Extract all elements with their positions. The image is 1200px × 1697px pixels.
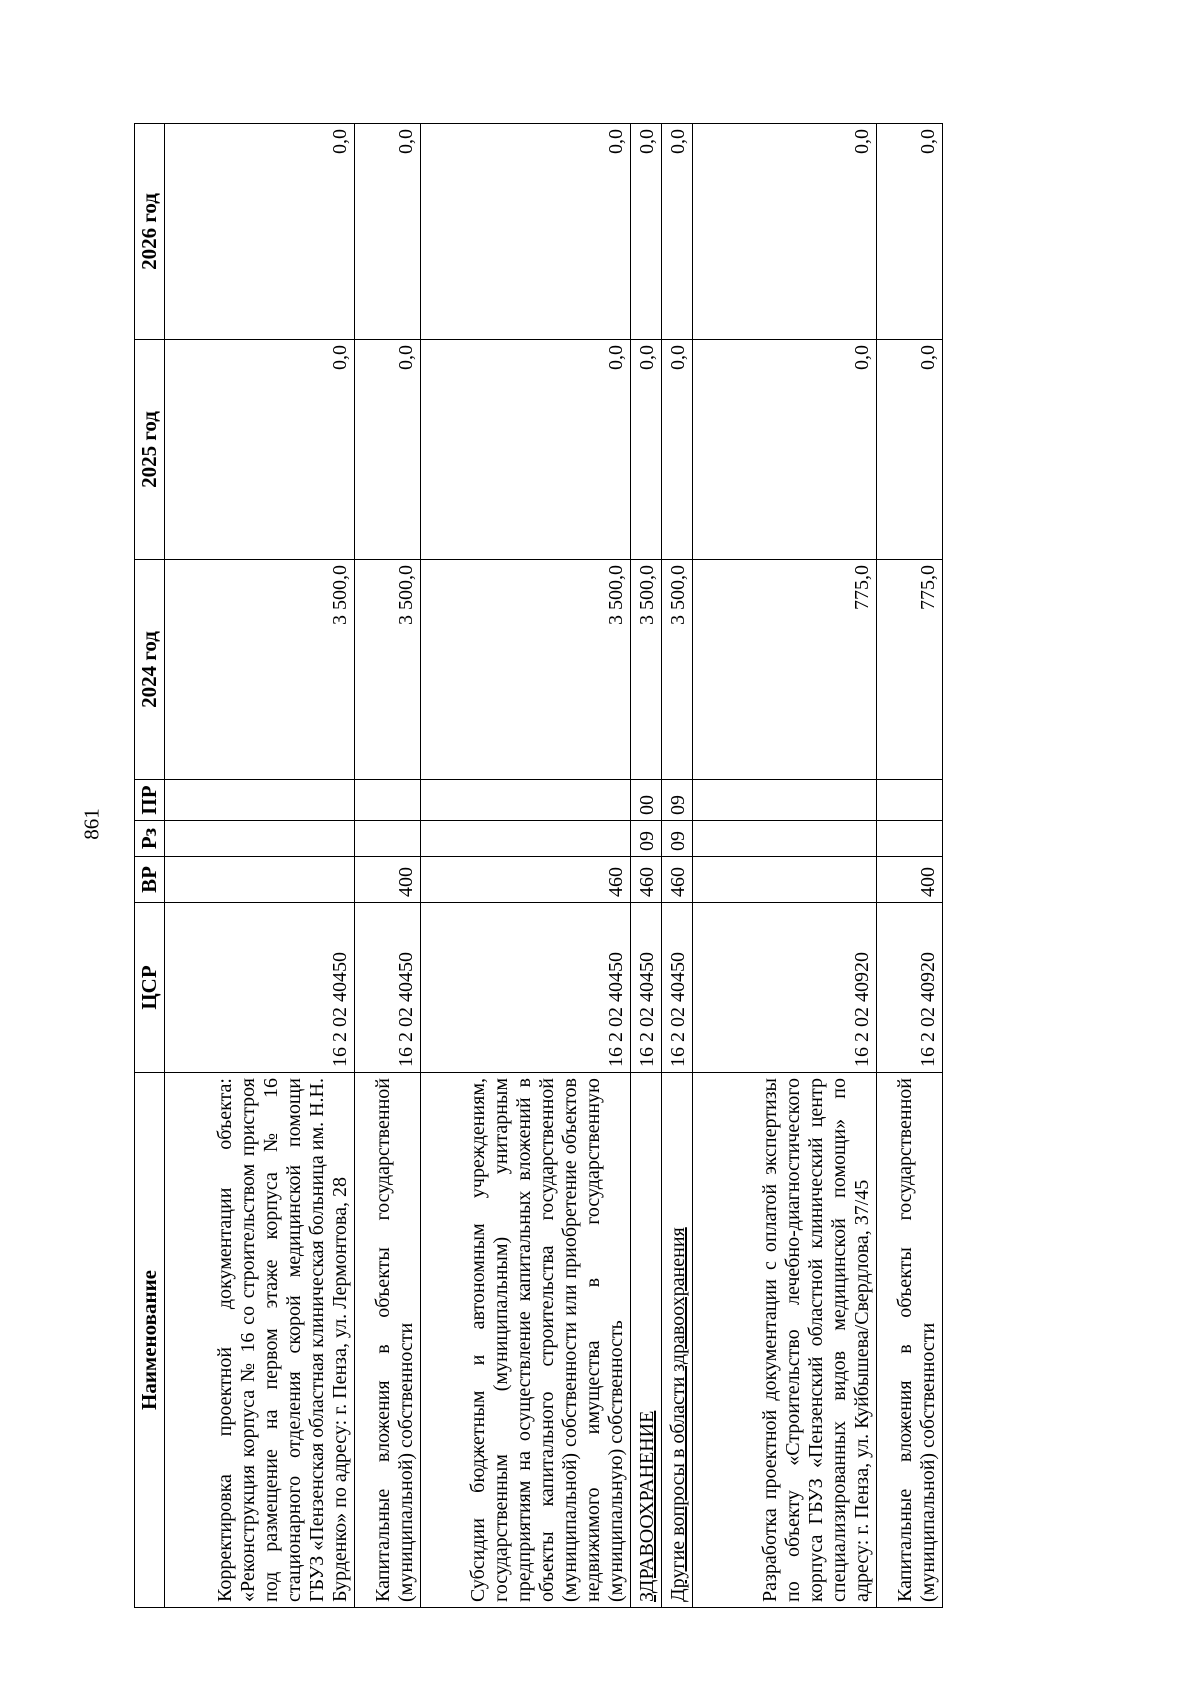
row-pr: [165, 780, 355, 821]
row-2024: 3 500,0: [631, 560, 662, 780]
row-csr: 16 2 02 40450: [631, 903, 662, 1073]
budget-table-container: [134, 124, 939, 1608]
row-pr: [355, 780, 421, 821]
page-number: 861: [79, 808, 104, 840]
row-vr: [693, 857, 877, 903]
row-2025: 0,0: [355, 340, 421, 560]
row-2024: 3 500,0: [165, 560, 355, 780]
row-csr: 16 2 02 40450: [165, 903, 355, 1073]
table-row: [877, 124, 943, 1608]
row-csr: 16 2 02 40450: [355, 903, 421, 1073]
row-name: [631, 1073, 662, 1608]
header-2025: 2025 год: [135, 340, 165, 560]
header-vr: ВР: [135, 857, 165, 903]
budget-table: [134, 123, 943, 1608]
row-name: Капитальные вложения в объекты государственной (муниципальной) собственности: [355, 1073, 421, 1608]
row-name: Субсидии бюджетным и автономным учреждениям, государственным (муниципальным) унитарным предприятиям на осуществление капитальных вложений в объекты капитального строительства государственной (муниципальной) собственности или приобретение объектов недвижимого имущества в государственную (муниципальную) собственность: [421, 1073, 631, 1608]
row-rz: [877, 821, 943, 857]
row-2026: 0,0: [421, 124, 631, 340]
row-rz: [421, 821, 631, 857]
row-2026: 0,0: [693, 124, 877, 340]
row-2025: 0,0: [877, 340, 943, 560]
row-2024: 775,0: [693, 560, 877, 780]
row-name-text: ЗДРАВООХРАНЕНИЕ: [636, 1410, 658, 1602]
table-row: [662, 124, 693, 1608]
row-vr: 400: [877, 857, 943, 903]
table-row: [693, 124, 877, 1608]
row-rz: [165, 821, 355, 857]
row-csr: 16 2 02 40450: [421, 903, 631, 1073]
row-vr: 460: [662, 857, 693, 903]
row-2024: 3 500,0: [421, 560, 631, 780]
header-name: Наименование: [135, 1073, 165, 1608]
row-pr: 09: [662, 780, 693, 821]
row-vr: 400: [355, 857, 421, 903]
row-2026: 0,0: [165, 124, 355, 340]
header-2024: 2024 год: [135, 560, 165, 780]
row-name: [662, 1073, 693, 1608]
row-vr: 460: [421, 857, 631, 903]
header-2026: 2026 год: [135, 124, 165, 340]
table-row: [355, 124, 421, 1608]
row-2026: 0,0: [631, 124, 662, 340]
row-vr: [165, 857, 355, 903]
table-header-row: [135, 124, 165, 1608]
row-csr: 16 2 02 40920: [877, 903, 943, 1073]
row-2026: 0,0: [877, 124, 943, 340]
row-pr: [421, 780, 631, 821]
header-pr: ПР: [135, 780, 165, 821]
header-csr: ЦСР: [135, 903, 165, 1073]
row-rz: 09: [631, 821, 662, 857]
row-2025: 0,0: [421, 340, 631, 560]
row-2026: 0,0: [355, 124, 421, 340]
row-2024: 3 500,0: [355, 560, 421, 780]
row-vr: 460: [631, 857, 662, 903]
row-name: Капитальные вложения в объекты государственной (муниципальной) собственности: [877, 1073, 943, 1608]
table-row: [421, 124, 631, 1608]
row-2025: 0,0: [631, 340, 662, 560]
row-csr: 16 2 02 40450: [662, 903, 693, 1073]
table-row: [631, 124, 662, 1608]
row-csr: 16 2 02 40920: [693, 903, 877, 1073]
row-name: Разработка проектной документации с оплатой экспертизы по объекту «Строительство лечебно-диагностического корпуса ГБУЗ «Пензенский областной клинический центр специализированных видов медицинской помощи» по адресу: г. Пенза, ул. Куйбышева/Свердлова, 37/45: [693, 1073, 877, 1608]
row-name: Корректировка проектной документации объекта: «Реконструкция корпуса № 16 со строительством пристроя под размещение на первом этаже корпуса № 16 стационарного отделения скорой медицинской помощи ГБУЗ «Пензенская областная клиническая больница им. Н.Н. Бурденко» по адресу: г. Пенза, ул. Лермонтова, 28: [165, 1073, 355, 1608]
row-2024: 3 500,0: [662, 560, 693, 780]
row-2025: 0,0: [693, 340, 877, 560]
row-2026: 0,0: [662, 124, 693, 340]
header-rz: Рз: [135, 821, 165, 857]
row-name-text: Другие вопросы в области здравоохранения: [667, 1227, 689, 1602]
row-rz: 09: [662, 821, 693, 857]
row-rz: [693, 821, 877, 857]
row-pr: [877, 780, 943, 821]
row-pr: [693, 780, 877, 821]
row-2025: 0,0: [165, 340, 355, 560]
row-pr: 00: [631, 780, 662, 821]
rotated-table-frame: [134, 124, 939, 1608]
row-rz: [355, 821, 421, 857]
row-2024: 775,0: [877, 560, 943, 780]
table-row: [165, 124, 355, 1608]
row-2025: 0,0: [662, 340, 693, 560]
